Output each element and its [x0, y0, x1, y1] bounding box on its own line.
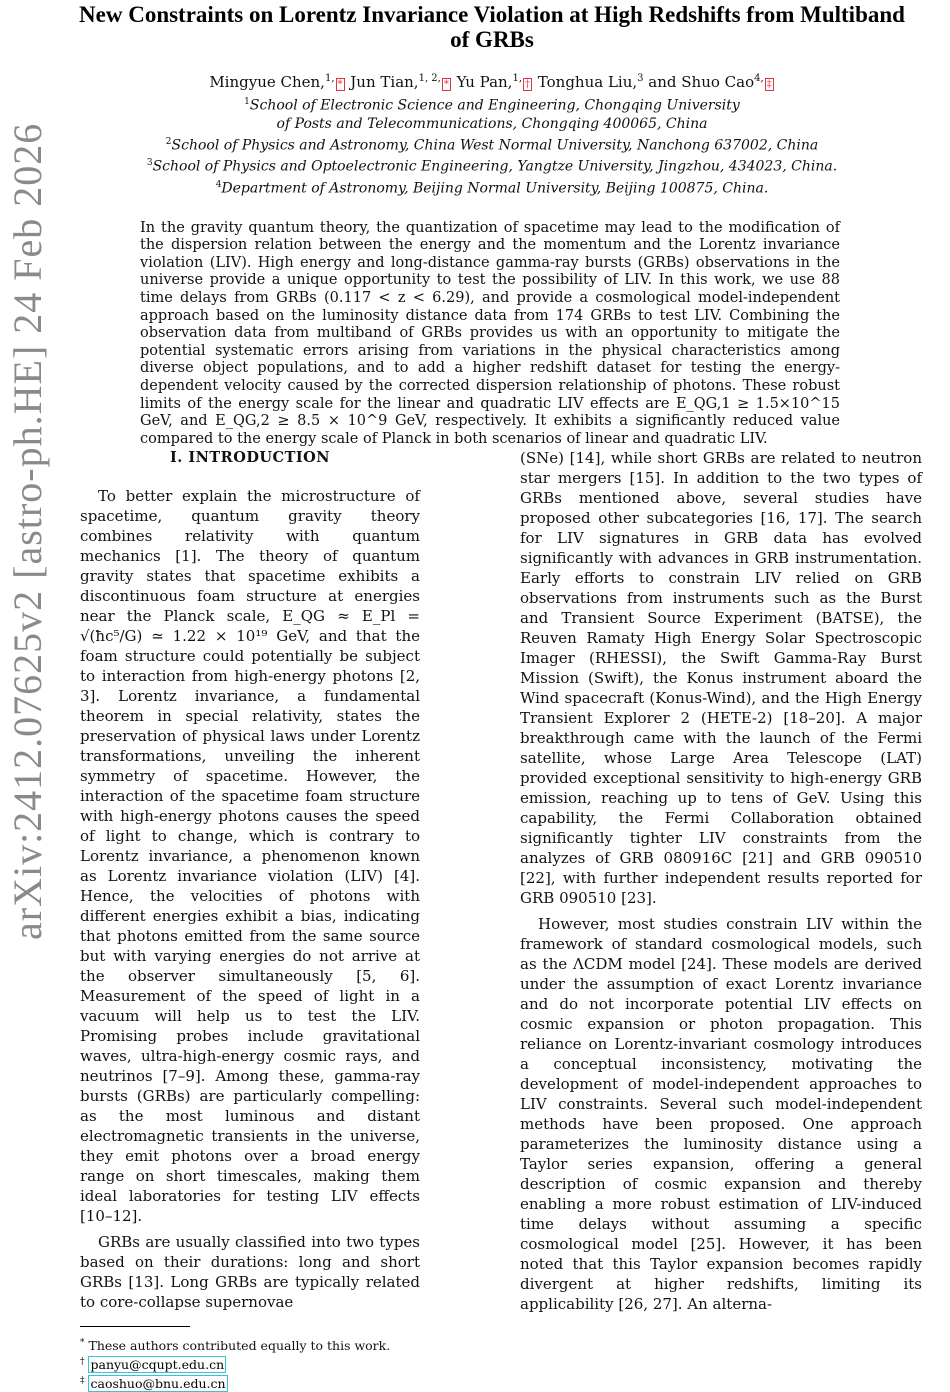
author-5: and Shuo Cao$^{4,}$‡	[648, 73, 772, 91]
author-note-link[interactable]: †	[525, 79, 530, 90]
footnotes	[80, 1335, 420, 1392]
author-2: Jun Tian,$^{1, 2,}$*	[350, 73, 449, 91]
body-paragraph: GRBs are usually classified into two types based on their durations: long and short GRBs [13]. Long GRBs are typically related to core-collapse supernovae	[80, 1233, 420, 1311]
paper-page	[72, 0, 932, 1392]
arxiv-identifier-stamp: arXiv:2412.07625v2 [astro-ph.HE] 24 Feb 2026	[5, 122, 50, 940]
right-column	[520, 448, 922, 1320]
author-note-link[interactable]: ‡	[766, 79, 772, 90]
author-note-link[interactable]: *	[337, 79, 343, 90]
email-link[interactable]: caoshuo@bnu.edu.cn	[90, 1376, 226, 1392]
section-heading: I. INTRODUCTION	[169, 449, 331, 466]
affiliation-line: $^4$Department of Astronomy, Beijing Normal University, Beijing 100875, China.	[215, 179, 769, 197]
author-1: Mingyue Chen,$^{1,}$*	[209, 73, 343, 91]
footnote: ‡ caoshuo@bnu.edu.cn	[80, 1376, 226, 1392]
author-4: Tonghua Liu,$^3$	[537, 73, 644, 91]
footnote: * These authors contributed equally to this work.	[80, 1338, 391, 1354]
body-paragraph: (SNe) [14], while short GRBs are related to neutron star mergers [15]. In addition to the two types of GRBs mentioned above, several studies have proposed other subcategories [16, 17]. The search for LIV signatures in GRB data has evolved significantly with advances in GRB instrumentation. Early efforts to constrain LIV relied on GRB observations from instruments such as the Burst and Transient Source Experiment (BATSE), the Reuven Ramaty High Energy Solar Spectroscopic Imager (RHESSI), the Swift Gamma-Ray Burst Mission (Swift), the Konus instrument aboard the Wind spacecraft (Konus-Wind), and the High Energy Transient Explorer 2 (HETE-2) [18–20]. A major breakthrough came with the launch of the Fermi satellite, whose Large Area Telescope (LAT) provided exceptional sensitivity to high-energy GRB emission, reaching up to tens of GeV. Using this capability, the Fermi Collaboration obtained significantly tighter LIV constraints from the analyzes of GRB 080916C [21] and GRB 090510 [22], with further independent results reported for GRB 090510 [23].	[520, 449, 922, 907]
abstract: In the gravity quantum theory, the quantization of spacetime may lead to the modification of the dispersion relation between the energy and the momentum and the Lorentz invariance violation (LIV). High energy and long-distance gamma-ray bursts (GRBs) observations in the universe provide a unique opportunity to test the possibility of LIV. In this work, we use 88 time delays from GRBs (0.117 < z < 6.29), and provide a cosmological model-independent approach based on the luminosity distance data from 174 GRBs to test LIV. Combining the observation data from multiband of GRBs provides us with an opportunity to mitigate the potential systematic errors arising from variations in the physical characteristics among diverse object populations, and to add a higher redshift dataset for testing the energy-dependent velocity caused by the corrected dispersion relationship of photons. These robust limits of the energy scale for the linear and quadratic LIV effects are E_QG,1 ≥ 1.5×10^15 GeV, and E_QG,2 ≥ 8.5 × 10^9 GeV, respectively. It exhibits a significantly reduced value compared to the energy scale of Planck in both scenarios of linear and quadratic LIV.	[140, 219, 840, 447]
left-column	[80, 448, 420, 1392]
footnote: † panyu@cqupt.edu.cn	[80, 1357, 225, 1373]
author-note-link[interactable]: *	[443, 79, 449, 90]
affiliation-line: of Posts and Telecommunications, Chongqing 400065, China	[276, 115, 708, 132]
paper-title: New Constraints on Lorentz Invariance Violation at High Redshifts from Multiband of GRBs	[79, 2, 905, 52]
affiliation-line: $^1$School of Electronic Science and Engineering, Chongqing University	[244, 97, 740, 114]
affiliations	[72, 93, 912, 198]
author-3: Yu Pan,$^{1,}$†	[456, 73, 530, 91]
footnote-divider	[80, 1326, 190, 1327]
affiliation-line: $^3$School of Physics and Optoelectronic Engineering, Yangtze University, Jingzhou, 434023, China.	[146, 158, 838, 175]
body-paragraph: However, most studies constrain LIV within the framework of standard cosmological models, such as the ΛCDM model [24]. These models are derived under the assumption of exact Lorentz invariance and do not incorporate potential LIV effects on cosmic expansion or photon propagation. This reliance on Lorentz-invariant cosmology introduces a conceptual inconsistency, motivating the development of model-independent approaches to LIV constraints. Several such model-independent methods have been proposed. One approach parameterizes the luminosity distance using a Taylor series expansion, offering a general description of cosmic expansion and thereby enabling a more robust estimation of LIV-induced time delays without assuming a specific cosmological model [25]. However, it has been noted that this Taylor expansion becomes rapidly divergent at higher redshifts, limiting its applicability [26, 27]. An alterna-	[520, 915, 922, 1313]
author-list	[72, 70, 912, 91]
body-paragraph: To better explain the microstructure of spacetime, quantum gravity theory combines relativity with quantum mechanics [1]. The theory of quantum gravity states that spacetime exhibits a discontinuous foam structure at energies near the Planck scale, E_QG ≈ E_Pl = √(ħc⁵/G) ≃ 1.22 × 10¹⁹ GeV, and that the foam structure could potentially be subject to interaction from high-energy photons [2, 3]. Lorentz invariance, a fundamental theorem in special relativity, states the preservation of physical laws under Lorentz transformations, unveiling the inherent symmetry of spacetime. However, the interaction of the spacetime foam structure with high-energy photons causes the speed of light to change, which is contrary to Lorentz invariance, a phenomenon known as Lorentz invariance violation (LIV) [4]. Hence, the velocities of photons with different energies exhibit a bias, indicating that photons emitted from the same source but with varying energies do not arrive at the observer simultaneously [5, 6]. Measurement of the speed of light in a vacuum will help us to test the LIV. Promising probes include gravitational waves, ultra-high-energy cosmic rays, and neutrinos [7–9]. Among these, gamma-ray bursts (GRBs) are particularly compelling: as the most luminous and distant electromagnetic transients in the universe, they emit photons over a broad energy range on short timescales, making them ideal laboratories for testing LIV effects [10–12].	[80, 487, 420, 1225]
email-link[interactable]: panyu@cqupt.edu.cn	[90, 1357, 225, 1373]
affiliation-line: $^2$School of Physics and Astronomy, China West Normal University, Nanchong 637002, China	[165, 136, 819, 154]
